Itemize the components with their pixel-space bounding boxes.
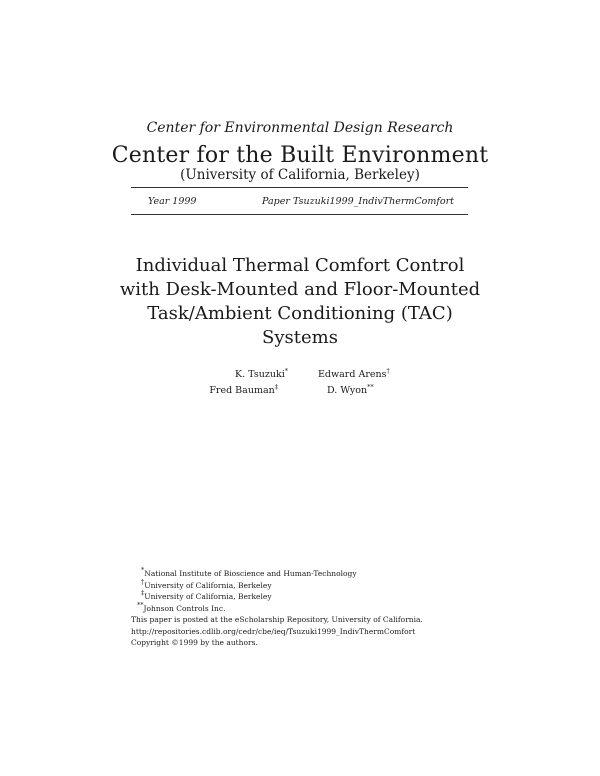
paper-title xyxy=(0,254,600,350)
author-arens: Edward Arens† xyxy=(318,367,390,380)
university-name: (University of California, Berkeley) xyxy=(180,167,420,183)
header-rule-bottom xyxy=(131,214,468,215)
author-bauman: Fred Bauman‡ xyxy=(209,383,278,396)
footnote: †University of California, Berkeley xyxy=(141,577,272,590)
paper-id: Paper Tsuzuki1999_IndivThermComfort xyxy=(262,196,454,207)
repository-notice: This paper is posted at the eScholarship Repository, University of California. xyxy=(131,615,423,624)
title-line: Systems xyxy=(262,327,338,348)
header-rule-top xyxy=(131,187,468,188)
author-tsuzuki: K. Tsuzuki* xyxy=(235,367,288,380)
institute-name: Center for Environmental Design Research xyxy=(146,120,454,136)
title-line: Task/Ambient Conditioning (TAC) xyxy=(147,303,453,324)
author-wyon: D. Wyon** xyxy=(327,383,374,396)
title-line: Individual Thermal Comfort Control xyxy=(135,255,465,276)
center-name: Center for the Built Environment xyxy=(111,143,489,168)
footnote: ‡University of California, Berkeley xyxy=(141,589,272,601)
title-line: with Desk-Mounted and Floor-Mounted xyxy=(119,279,481,300)
footnote: **Johnson Controls Inc. xyxy=(137,600,226,613)
footnote: *National Institute of Bioscience and Human-Technology xyxy=(141,566,357,578)
repository-url[interactable]: http://repositories.cdlib.org/cedr/cbe/ieq/Tsuzuki1999_IndivThermComfort xyxy=(131,626,416,636)
paper-year: Year 1999 xyxy=(148,196,197,207)
copyright-notice: Copyright ©1999 by the authors. xyxy=(131,638,258,647)
footnotes xyxy=(131,568,423,649)
